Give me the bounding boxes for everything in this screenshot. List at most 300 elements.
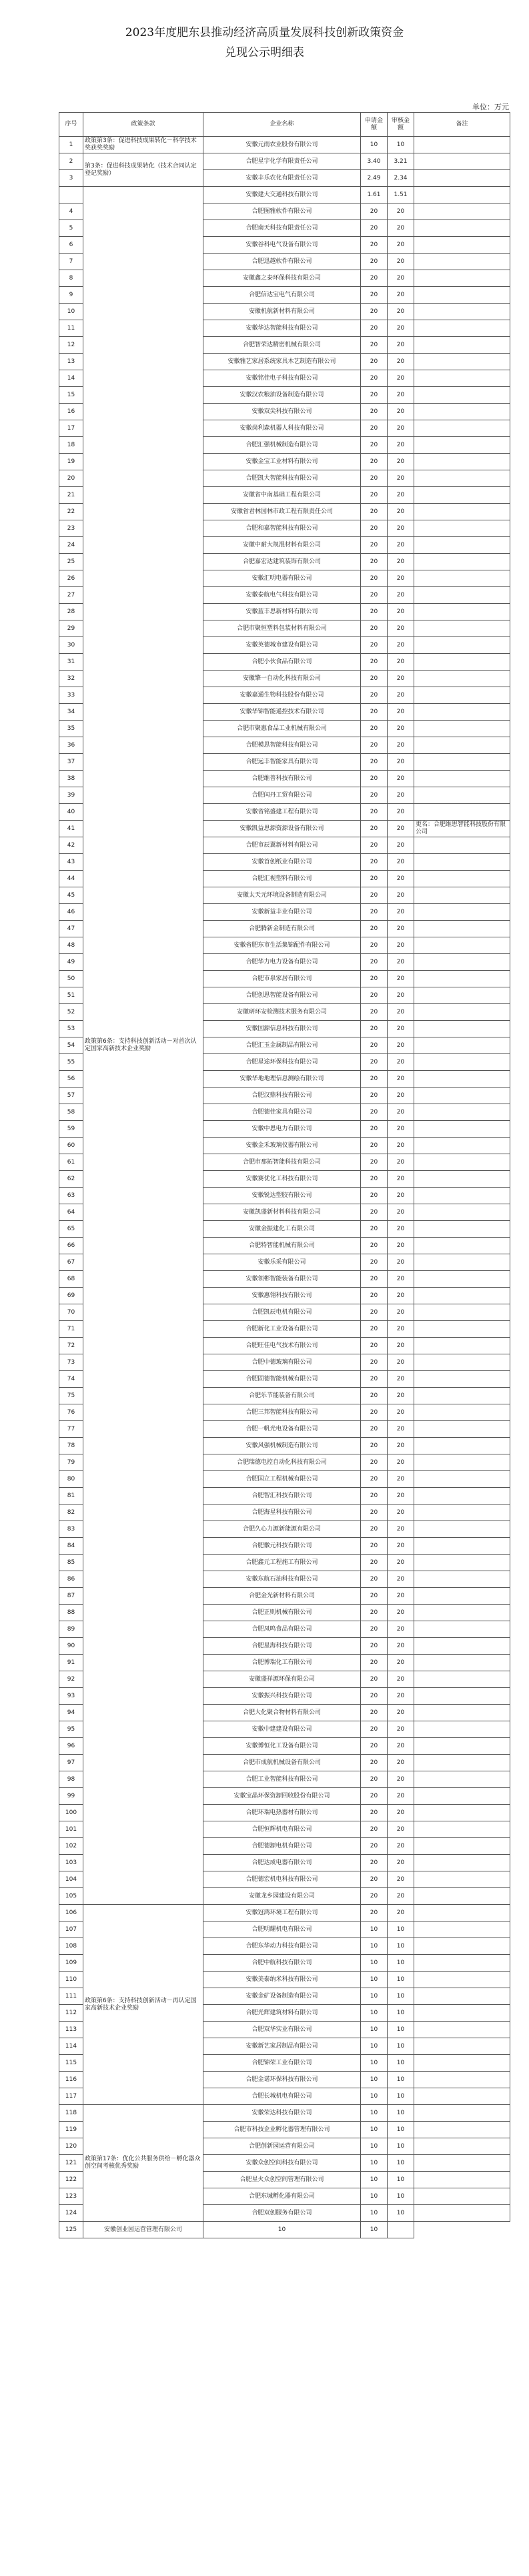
company-name: 合肥市泉家居有限公司: [203, 971, 361, 987]
approved-amount: 10: [388, 2055, 414, 2072]
row-number: 42: [59, 837, 83, 854]
approved-amount: 20: [388, 904, 414, 921]
company-name: 合肥汇强机械制造有限公司: [203, 437, 361, 454]
applied-amount: 20: [361, 1688, 388, 1705]
remark: [414, 1288, 510, 1304]
applied-amount: 10: [361, 2188, 388, 2205]
remark: [414, 1321, 510, 1338]
row-number: 36: [59, 737, 83, 754]
company-name: 安徽惠翎科技有限公司: [203, 1288, 361, 1304]
approved-amount: 20: [388, 787, 414, 804]
applied-amount: 20: [361, 1738, 388, 1755]
applied-amount: 20: [361, 337, 388, 354]
row-number: 1: [59, 137, 83, 153]
remark: [414, 1972, 510, 1988]
row-number: 4: [59, 203, 83, 220]
applied-amount: 20: [361, 1671, 388, 1688]
row-number: 19: [59, 454, 83, 470]
remark: [414, 754, 510, 771]
approved-amount: 20: [388, 1221, 414, 1238]
applied-amount: 20: [361, 1538, 388, 1555]
remark: [414, 2105, 510, 2122]
applied-amount: 10: [361, 2055, 388, 2072]
company-name: 合肥明耀机电有限公司: [203, 1921, 361, 1938]
company-name: 合肥东城孵化器有限公司: [203, 2188, 361, 2205]
applied-amount: 20: [361, 520, 388, 537]
company-name: 合肥中德玻璃有限公司: [203, 1354, 361, 1371]
table-row: [59, 137, 510, 153]
remark: [414, 1821, 510, 1838]
row-number: 46: [59, 904, 83, 921]
remark: [414, 737, 510, 754]
company-name: 合肥嘉宏达建筑装饰有限公司: [203, 554, 361, 570]
company-name: 合肥市成航机械设备有限公司: [203, 1755, 361, 1771]
remark: [414, 1805, 510, 1821]
approved-amount: 20: [388, 1454, 414, 1471]
row-number: 114: [59, 2038, 83, 2055]
approved-amount: 20: [388, 987, 414, 1004]
approved-amount: 20: [388, 570, 414, 587]
row-number: 86: [59, 1571, 83, 1588]
applied-amount: 20: [361, 771, 388, 787]
approved-amount: 20: [388, 1004, 414, 1021]
remark: [414, 1338, 510, 1354]
row-number: 67: [59, 1254, 83, 1271]
remark: [414, 153, 510, 170]
company-name: 合肥模思智能科技有限公司: [203, 737, 361, 754]
applied-amount: 20: [361, 304, 388, 320]
applied-amount: 1.61: [361, 187, 388, 203]
remark: [414, 954, 510, 971]
applied-amount: 20: [361, 1638, 388, 1655]
row-number: 47: [59, 921, 83, 937]
row-number: 81: [59, 1488, 83, 1505]
row-number: 38: [59, 771, 83, 787]
applied-amount: 20: [361, 1721, 388, 1738]
company-name: 合肥市辰翼新材料有限公司: [203, 837, 361, 854]
remark: [414, 137, 510, 153]
applied-amount: 10: [361, 2072, 388, 2088]
row-number: 65: [59, 1221, 83, 1238]
remark: [414, 1188, 510, 1204]
applied-amount: 10: [361, 1955, 388, 1972]
company-name: 合肥汇玉金属制品有限公司: [203, 1037, 361, 1054]
approved-amount: 20: [388, 337, 414, 354]
row-number: 39: [59, 787, 83, 804]
applied-amount: 20: [361, 721, 388, 737]
company-name: 安徽省铭盛建工程有限公司: [203, 804, 361, 821]
row-number: 6: [59, 237, 83, 254]
approved-amount: 10: [388, 1955, 414, 1972]
header-applied: 申请金额: [361, 113, 388, 137]
applied-amount: 10: [361, 1972, 388, 1988]
company-name: 合肥智荣达精密机械有限公司: [203, 337, 361, 354]
remark: [414, 1871, 510, 1888]
applied-amount: 20: [361, 1655, 388, 1671]
remark: [414, 254, 510, 270]
company-name: 安徽创业园运营管理有限公司: [83, 2222, 203, 2238]
approved-amount: 10: [388, 2022, 414, 2038]
company-name: 安徽嘉通生物科技股份有限公司: [203, 687, 361, 704]
row-number: 56: [59, 1071, 83, 1088]
company-name: 合肥市科技企业孵化器管理有限公司: [203, 2122, 361, 2138]
row-number: 22: [59, 504, 83, 520]
remark: [414, 1638, 510, 1655]
company-name: 合肥图雅软件有限公司: [203, 203, 361, 220]
applied-amount: 20: [361, 1888, 388, 1905]
company-name: 安徽铭佳电子科技有限公司: [203, 370, 361, 387]
row-number: 40: [59, 804, 83, 821]
remark: [414, 2022, 510, 2038]
remark: [414, 1671, 510, 1688]
approved-amount: 1.51: [388, 187, 414, 203]
applied-amount: 20: [361, 1788, 388, 1805]
remark: [414, 2072, 510, 2088]
remark: [414, 2038, 510, 2055]
applied-amount: 20: [361, 620, 388, 637]
remark: [414, 1938, 510, 1955]
row-number: 33: [59, 687, 83, 704]
applied-amount: 20: [361, 1454, 388, 1471]
approved-amount: 10: [388, 2188, 414, 2205]
company-name: 安徽中恩电力有限公司: [203, 1121, 361, 1138]
applied-amount: 20: [361, 1855, 388, 1871]
remark: [414, 637, 510, 654]
row-number: 99: [59, 1788, 83, 1805]
company-name: 合肥中航科技有限公司: [203, 1955, 361, 1972]
approved-amount: 20: [388, 320, 414, 337]
remark: [414, 671, 510, 687]
approved-amount: 20: [388, 671, 414, 687]
applied-amount: 10: [361, 1921, 388, 1938]
row-number: 13: [59, 354, 83, 370]
remark: [414, 1221, 510, 1238]
applied-amount: 10: [361, 2038, 388, 2055]
remark: [414, 1204, 510, 1221]
remark: [414, 1238, 510, 1254]
approved-amount: 20: [388, 504, 414, 520]
row-number: 74: [59, 1371, 83, 1388]
remark: [414, 1304, 510, 1321]
row-number: 31: [59, 654, 83, 671]
remark: [414, 270, 510, 287]
row-number: 14: [59, 370, 83, 387]
approved-amount: 20: [388, 1688, 414, 1705]
approved-amount: 10: [388, 2072, 414, 2088]
header-no: 序号: [59, 113, 83, 137]
remark: [414, 470, 510, 487]
remark: [414, 570, 510, 587]
company-name: 合肥乐节能装备有限公司: [203, 1388, 361, 1404]
approved-amount: 20: [388, 287, 414, 304]
remark: [414, 1454, 510, 1471]
remark: [414, 1771, 510, 1788]
policy-clause: 政策第6条：支持科技创新活动－再认定国家高新技术企业奖励: [83, 1905, 203, 2105]
company-name: 合肥市那拓智能科技有限公司: [203, 1154, 361, 1171]
row-number: 124: [59, 2205, 83, 2222]
row-number: 96: [59, 1738, 83, 1755]
remark: [414, 1388, 510, 1404]
remark: [414, 921, 510, 937]
company-name: 合肥达成电器有限公司: [203, 1855, 361, 1871]
row-number: 121: [59, 2155, 83, 2172]
applied-amount: 20: [361, 254, 388, 270]
applied-amount: 10: [361, 137, 388, 153]
company-name: 合肥固德智能机械有限公司: [203, 1371, 361, 1388]
remark: [414, 1755, 510, 1771]
row-number: 90: [59, 1638, 83, 1655]
company-name: 安徽泰航电气科技有限公司: [203, 587, 361, 604]
company-name: 合肥国立工程机械有限公司: [203, 1471, 361, 1488]
row-number: 91: [59, 1655, 83, 1671]
row-number: 52: [59, 1004, 83, 1021]
remark: [414, 1271, 510, 1288]
row-number: 18: [59, 437, 83, 454]
approved-amount: 20: [388, 620, 414, 637]
applied-amount: 20: [361, 904, 388, 921]
company-name: 合肥一帆光电设备有限公司: [203, 1421, 361, 1438]
applied-amount: 20: [361, 1571, 388, 1588]
approved-amount: 20: [388, 1488, 414, 1505]
company-name: 安徽锐达塑胶有限公司: [203, 1188, 361, 1204]
row-number: 107: [59, 1921, 83, 1938]
row-number: 119: [59, 2122, 83, 2138]
approved-amount: 20: [388, 237, 414, 254]
remark: [414, 2088, 510, 2105]
remark: [414, 437, 510, 454]
applied-amount: 20: [361, 637, 388, 654]
company-name: 安徽金宝工业材料有限公司: [203, 454, 361, 470]
approved-amount: 20: [388, 1471, 414, 1488]
row-number: 20: [59, 470, 83, 487]
applied-amount: 20: [361, 1371, 388, 1388]
remark: [414, 2005, 510, 2022]
company-name: 安徽东航石油科技有限公司: [203, 1571, 361, 1588]
approved-amount: 20: [388, 954, 414, 971]
applied-amount: 20: [361, 604, 388, 620]
remark: [414, 854, 510, 871]
approved-amount: 20: [388, 1855, 414, 1871]
approved-amount: 20: [388, 1338, 414, 1354]
remark: [414, 837, 510, 854]
applied-amount: 20: [361, 1521, 388, 1538]
table-row: [59, 187, 510, 203]
approved-amount: 20: [388, 470, 414, 487]
company-name: 合肥久心力源新能源有限公司: [203, 1521, 361, 1538]
approved-amount: 20: [388, 1204, 414, 1221]
row-number: 35: [59, 721, 83, 737]
remark: [414, 304, 510, 320]
remark: [414, 1004, 510, 1021]
approved-amount: 20: [388, 1021, 414, 1037]
row-number: 71: [59, 1321, 83, 1338]
remark: [414, 871, 510, 887]
company-name: 合肥环瑞电热器材有限公司: [203, 1805, 361, 1821]
remark: [414, 1571, 510, 1588]
approved-amount: 20: [388, 370, 414, 387]
company-name: 合肥创新园运营有限公司: [203, 2138, 361, 2155]
remark: [414, 1888, 510, 1905]
approved-amount: 20: [388, 1555, 414, 1571]
header-company: 企业名称: [203, 113, 361, 137]
applied-amount: 20: [361, 654, 388, 671]
approved-amount: 20: [388, 937, 414, 954]
company-name: 合肥远丰智能家具有限公司: [203, 754, 361, 771]
company-name: 合肥长城机电有限公司: [203, 2088, 361, 2105]
row-number: 105: [59, 1888, 83, 1905]
applied-amount: 20: [361, 1037, 388, 1054]
applied-amount: 20: [361, 1905, 388, 1921]
approved-amount: 20: [388, 1638, 414, 1655]
row-number: 28: [59, 604, 83, 620]
remark: [414, 1905, 510, 1921]
row-number: 50: [59, 971, 83, 987]
remark: [414, 1538, 510, 1555]
applied-amount: 20: [361, 1138, 388, 1154]
row-number: 8: [59, 270, 83, 287]
row-number: 80: [59, 1471, 83, 1488]
remark: [414, 1705, 510, 1721]
company-name: 合肥旺佳电气技术有限公司: [203, 1338, 361, 1354]
row-number: 85: [59, 1555, 83, 1571]
approved-amount: 20: [388, 821, 414, 837]
applied-amount: 20: [361, 554, 388, 570]
row-number: 106: [59, 1905, 83, 1921]
applied-amount: 20: [361, 1438, 388, 1454]
remark: [414, 1488, 510, 1505]
row-number: 95: [59, 1721, 83, 1738]
applied-amount: 20: [361, 1238, 388, 1254]
approved-amount: 20: [388, 1738, 414, 1755]
remark: [414, 370, 510, 387]
remark: [414, 2122, 510, 2138]
company-name: 合肥恒辉机电有限公司: [203, 1821, 361, 1838]
company-name: 合肥正则机械有限公司: [203, 1605, 361, 1621]
table-row: [59, 2105, 510, 2122]
approved-amount: 20: [388, 1838, 414, 1855]
approved-amount: 20: [388, 1905, 414, 1921]
remark: [414, 237, 510, 254]
company-name: 安徽华锦智能遥控技术有限公司: [203, 704, 361, 721]
row-number: 2: [59, 153, 83, 170]
approved-amount: 20: [388, 537, 414, 554]
row-number: 120: [59, 2138, 83, 2155]
company-name: 合肥新化工业设备有限公司: [203, 1321, 361, 1338]
applied-amount: 20: [361, 454, 388, 470]
approved-amount: 10: [388, 2155, 414, 2172]
company-name: 安徽研环安检测技术服务有限公司: [203, 1004, 361, 1021]
remark: [414, 1655, 510, 1671]
policy-clause: 第3条：促进科技成果转化（技术合同认定登记奖励）: [83, 153, 203, 187]
approved-amount: 20: [388, 420, 414, 437]
applied-amount: 20: [361, 470, 388, 487]
company-name: 安徽岗利森机器人科技有限公司: [203, 420, 361, 437]
remark: [414, 1071, 510, 1088]
approved-amount: 20: [388, 387, 414, 404]
remark: [414, 1471, 510, 1488]
row-number: 79: [59, 1454, 83, 1471]
company-name: 合肥星海科技有限公司: [203, 1638, 361, 1655]
applied-amount: 20: [361, 1221, 388, 1238]
applied-amount: 20: [361, 1004, 388, 1021]
applied-amount: 20: [361, 887, 388, 904]
approved-amount: 20: [388, 1121, 414, 1138]
applied-amount: 20: [361, 787, 388, 804]
approved-amount: 20: [388, 1421, 414, 1438]
row-number: 100: [59, 1805, 83, 1821]
remark: [414, 2205, 510, 2222]
approved-amount: 20: [388, 554, 414, 570]
company-name: 安徽振兴科技有限公司: [203, 1688, 361, 1705]
approved-amount: 20: [388, 1088, 414, 1104]
remark: [414, 1037, 510, 1054]
approved-amount: 20: [388, 1238, 414, 1254]
row-number: 10: [59, 304, 83, 320]
company-name: 合肥双华实业有限公司: [203, 2022, 361, 2038]
row-number: 16: [59, 404, 83, 420]
applied-amount: 20: [361, 837, 388, 854]
approved-amount: 20: [388, 1354, 414, 1371]
applied-amount: 10: [361, 2138, 388, 2155]
approved-amount: 20: [388, 1621, 414, 1638]
row-number: 94: [59, 1705, 83, 1721]
row-number: 69: [59, 1288, 83, 1304]
title-line-1: 2023年度肥东县推动经济高质量发展科技创新政策资金: [125, 26, 404, 39]
remark: [414, 354, 510, 370]
company-name: 安徽华达智能科技有限公司: [203, 320, 361, 337]
company-name: 合肥维普科技有限公司: [203, 771, 361, 787]
row-number: 43: [59, 854, 83, 871]
row-number: 110: [59, 1972, 83, 1988]
remark: [414, 537, 510, 554]
row-number: 30: [59, 637, 83, 654]
remark: [414, 971, 510, 987]
remark: [414, 1588, 510, 1605]
header-note: 备注: [414, 113, 510, 137]
remark: [414, 987, 510, 1004]
applied-amount: 10: [361, 2172, 388, 2188]
remark: [414, 1921, 510, 1938]
remark: [414, 554, 510, 570]
remark: [414, 1555, 510, 1571]
approved-amount: 10: [388, 1921, 414, 1938]
remark: [414, 2172, 510, 2188]
remark: [414, 654, 510, 671]
company-name: 合肥腾新金制造有限公司: [203, 921, 361, 937]
applied-amount: 10: [361, 2088, 388, 2105]
unit-label: 单位：万元: [472, 103, 509, 111]
applied-amount: 20: [361, 220, 388, 237]
company-name: 合肥市聚恒塑料包装材料有限公司: [203, 620, 361, 637]
remark: [414, 420, 510, 437]
company-name: 合肥星火众创空间管理有限公司: [203, 2172, 361, 2188]
approved-amount: 10: [388, 2172, 414, 2188]
row-number: 48: [59, 937, 83, 954]
row-number: 49: [59, 954, 83, 971]
approved-amount: 10: [388, 2105, 414, 2122]
company-name: 安徽众创空间科技有限公司: [203, 2155, 361, 2172]
remark: 更名：合肥维思智能科技股份有限公司: [414, 821, 510, 837]
applied-amount: 20: [361, 704, 388, 721]
remark: [414, 1838, 510, 1855]
company-name: 安徽金矿设备制造有限公司: [203, 1988, 361, 2005]
company-name: 安徽金禾玻璃仪器有限公司: [203, 1138, 361, 1154]
remark: [414, 404, 510, 420]
applied-amount: 20: [361, 1588, 388, 1605]
table-row: [59, 2222, 510, 2238]
row-number: 98: [59, 1771, 83, 1788]
approved-amount: 20: [388, 1588, 414, 1605]
